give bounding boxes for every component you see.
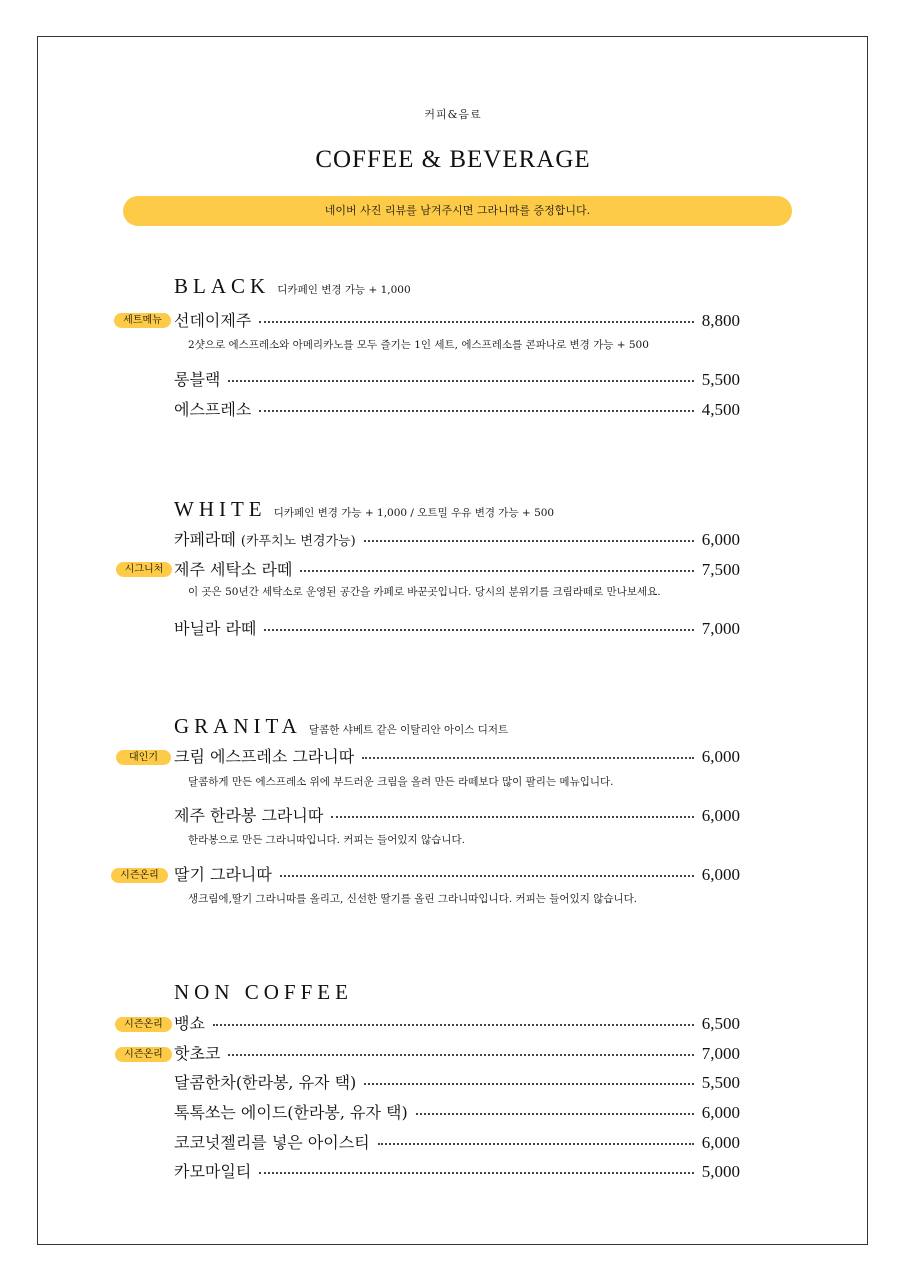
menu-item-price: 7,000 <box>701 619 740 638</box>
menu-item-name: 뱅쇼 <box>174 1014 205 1033</box>
menu-title: COFFEE & BEVERAGE <box>315 146 591 173</box>
menu-item <box>174 1070 740 1094</box>
menu-item-description: 2샷으로 에스프레소와 아메리카노를 모두 즐기는 1인 세트, 에스프레소를 콘파나로 변경 가능 + 500 <box>188 339 649 351</box>
menu-item-name: 톡톡쏘는 에이드(한라봉, 유자 택) <box>174 1103 408 1122</box>
menu-item <box>174 367 740 391</box>
menu-item-name: 선데이제주 <box>174 311 252 330</box>
menu-item-name: 바닐라 라떼 <box>174 619 257 638</box>
menu-item-price: 5,500 <box>701 1073 740 1092</box>
dot-leader <box>259 1172 693 1174</box>
dot-leader <box>364 540 694 542</box>
dot-leader <box>213 1024 694 1026</box>
menu-item <box>174 1130 740 1154</box>
menu-item-name: 롱블랙 <box>174 370 221 389</box>
section-black-header <box>174 274 411 299</box>
dot-leader <box>259 410 693 412</box>
menu-item <box>174 803 740 827</box>
menu-item-name: 에스프레소 <box>174 400 252 419</box>
menu-item <box>174 1100 740 1124</box>
menu-item-name: 코코넛젤리를 넣은 아이스티 <box>174 1133 370 1152</box>
menu-badge: 대인기 <box>116 750 171 765</box>
dot-leader <box>280 875 694 877</box>
menu-item <box>174 744 740 768</box>
menu-item-price: 8,800 <box>701 311 740 330</box>
dot-leader <box>264 629 693 631</box>
dot-leader <box>300 570 693 572</box>
menu-item <box>174 862 740 886</box>
menu-item-price: 6,000 <box>701 865 740 884</box>
menu-item <box>174 1159 740 1183</box>
menu-item-name: 크림 에스프레소 그라니따 <box>174 747 355 766</box>
menu-item-name: 핫초코 <box>174 1044 221 1063</box>
section-title: BLACK <box>174 274 271 298</box>
dot-leader <box>259 321 693 323</box>
section-note: 디카페인 변경 가능 + 1,000 / 오트밀 우유 변경 가능 + 500 <box>273 507 555 519</box>
menu-item-name: 제주 한라봉 그라니따 <box>174 806 324 825</box>
menu-item-price: 4,500 <box>701 400 740 419</box>
dot-leader <box>378 1143 694 1145</box>
menu-item-name: 딸기 그라니따 <box>174 865 272 884</box>
menu-item-name: 제주 세탁소 라떼 <box>174 560 293 579</box>
menu-badge: 시즌온리 <box>111 868 168 883</box>
menu-badge: 세트메뉴 <box>114 313 171 328</box>
menu-item <box>174 616 740 640</box>
menu-item-name: 달콤한차(한라봉, 유자 택) <box>174 1073 357 1092</box>
menu-item-description: 생크림에,딸기 그라니따를 올리고, 신선한 딸기를 올린 그라니따입니다. 커피는 들어있지 않습니다. <box>188 893 638 905</box>
section-granita-header <box>174 714 508 739</box>
menu-item-name-extra: (카푸치노 변경가능) <box>240 534 356 549</box>
section-title: GRANITA <box>174 714 302 738</box>
section-title: NON COFFEE <box>174 980 353 1004</box>
menu-item <box>174 1011 740 1035</box>
section-noncoffee-header <box>174 980 353 1005</box>
dot-leader <box>331 816 693 818</box>
menu-badge: 시그니처 <box>116 562 172 577</box>
section-white-header <box>174 497 554 522</box>
menu-item-price: 6,000 <box>701 530 740 549</box>
menu-item <box>174 557 740 581</box>
menu-item-price: 5,000 <box>701 1162 740 1181</box>
dot-leader <box>228 1054 693 1056</box>
section-note: 디카페인 변경 가능 + 1,000 <box>277 284 411 296</box>
menu-item-price: 6,000 <box>701 1103 740 1122</box>
menu-badge: 시즌온리 <box>115 1017 172 1032</box>
menu-item-price: 6,000 <box>701 747 740 766</box>
section-note: 달콤한 샤베트 같은 이탈리안 아이스 디저트 <box>308 724 509 736</box>
menu-item-price: 5,500 <box>701 370 740 389</box>
menu-item <box>174 527 740 551</box>
menu-item-name: 카모마일티 <box>174 1162 252 1181</box>
menu-item <box>174 308 740 332</box>
dot-leader <box>416 1113 694 1115</box>
dot-leader <box>364 1083 693 1085</box>
menu-item-name <box>174 527 356 550</box>
menu-item <box>174 397 740 421</box>
menu-item-description: 달콤하게 만든 에스프레소 위에 부드러운 크림을 올려 만든 라떼보다 많이 팔리는 메뉴입니다. <box>188 776 614 788</box>
menu-subtitle: 커피&음료 <box>424 108 482 121</box>
menu-item-price: 6,000 <box>701 806 740 825</box>
dot-leader <box>228 380 693 382</box>
dot-leader <box>362 757 694 759</box>
menu-item-price: 7,500 <box>701 560 740 579</box>
review-notice-banner: 네이버 사진 리뷰를 남겨주시면 그라니따를 증정합니다. <box>123 196 792 226</box>
menu-item-price: 6,000 <box>701 1133 740 1152</box>
menu-badge: 시즌온리 <box>115 1047 172 1062</box>
menu-item-name-text: 카페라떼 <box>174 530 236 549</box>
section-title: WHITE <box>174 497 267 521</box>
menu-item-description: 한라봉으로 만든 그라니따입니다. 커피는 들어있지 않습니다. <box>188 834 465 846</box>
menu-item-description: 이 곳은 50년간 세탁소로 운영된 공간을 카페로 바꾼곳입니다. 당시의 분위기를 크림라떼로 만나보세요. <box>188 586 661 598</box>
menu-item <box>174 1041 740 1065</box>
menu-item-price: 7,000 <box>701 1044 740 1063</box>
menu-item-price: 6,500 <box>701 1014 740 1033</box>
